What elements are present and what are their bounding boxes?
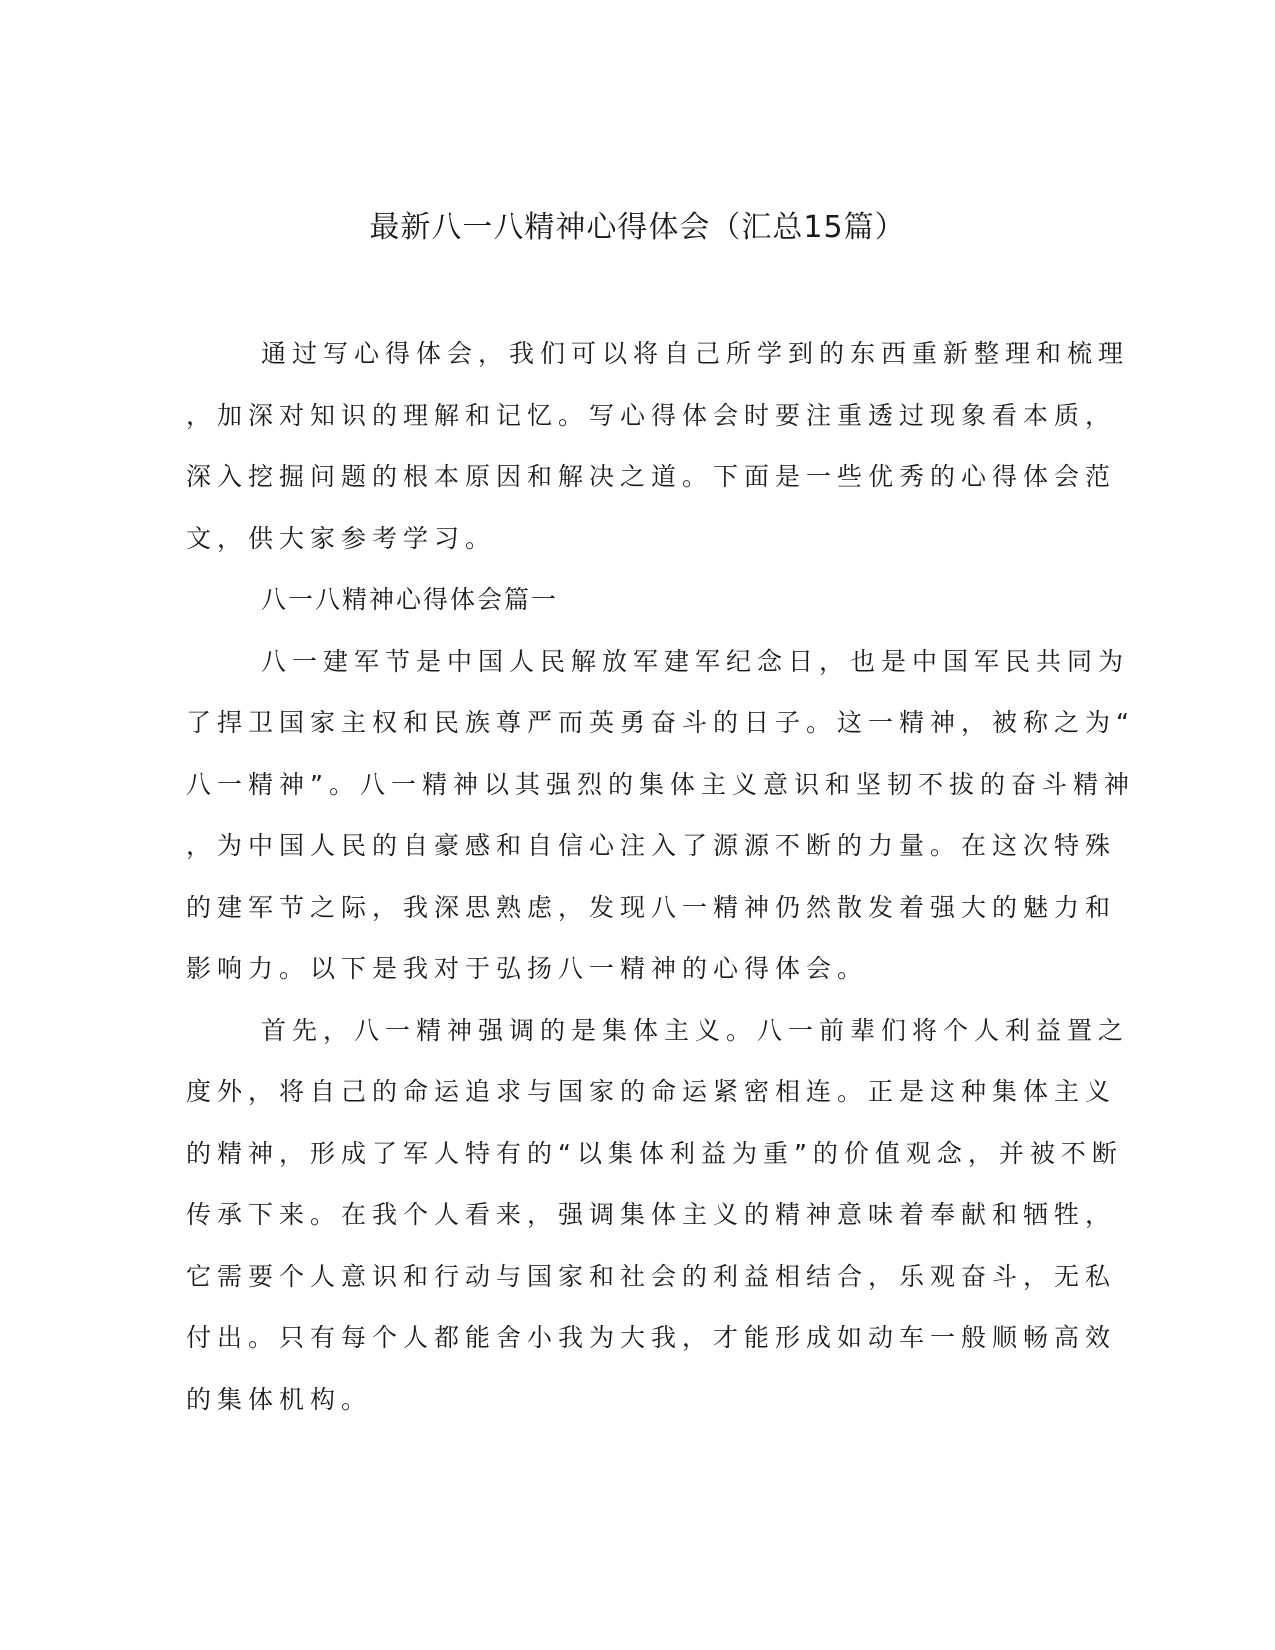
text-line: 的精神，形成了军人特有的“以集体利益为重”的价值观念，并被不断	[186, 1138, 1123, 1168]
text-line: 的建军节之际，我深思熟虑，发现八一精神仍然散发着强大的魅力和	[186, 892, 1117, 922]
text-line: ，加深对知识的理解和记忆。写心得体会时要注重透过现象看本质，	[186, 400, 1117, 430]
text-line: 影响力。以下是我对于弘扬八一精神的心得体会。	[186, 954, 869, 983]
text-line: 的集体机构。	[186, 1384, 373, 1414]
document-body	[186, 323, 1135, 1430]
text-line: 了捍卫国家主权和民族尊严而英勇奋斗的日子。这一精神，被称之为“	[186, 708, 1135, 737]
text-line: 它需要个人意识和行动与国家和社会的利益相结合，乐观奋斗，无私	[186, 1261, 1117, 1291]
text-line: 付出。只有每个人都能舍小我为大我，才能形成如动车一般顺畅高效	[186, 1323, 1117, 1352]
text-line: 首先，八一精神强调的是集体主义。八一前辈们将个人利益置之	[261, 1015, 1130, 1045]
text-line: 深入挖掘问题的根本原因和解决之道。下面是一些优秀的心得体会范	[186, 462, 1117, 491]
text-line: 文，供大家参考学习。	[186, 523, 497, 553]
text-line: 度外，将自己的命运追求与国家的命运紧密相连。正是这种集体主义	[186, 1077, 1117, 1106]
text-line: ，为中国人民的自豪感和自信心注入了源源不断的力量。在这次特殊	[186, 831, 1117, 860]
document-title: 最新八一八精神心得体会（汇总15篇）	[369, 210, 906, 245]
text-line: 八一建军节是中国人民解放军建军纪念日，也是中国军民共同为	[261, 646, 1130, 676]
text-line: 传承下来。在我个人看来，强调集体主义的精神意味着奉献和牺牲，	[186, 1200, 1117, 1229]
text-line: 通过写心得体会，我们可以将自己所学到的东西重新整理和梳理	[261, 339, 1130, 368]
section-heading: 八一八精神心得体会篇一	[261, 585, 559, 614]
text-line: 八一精神”。八一精神以其强烈的集体主义意识和坚韧不拔的奋斗精神	[186, 769, 1135, 799]
